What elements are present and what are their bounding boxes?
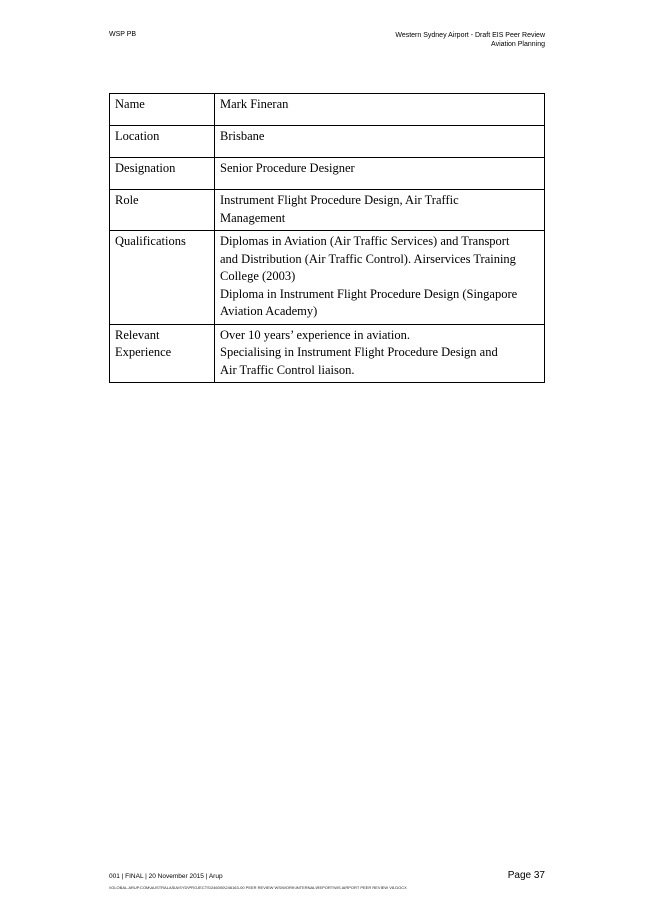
row-value: Senior Procedure Designer [215, 158, 545, 190]
row-label: Designation [110, 158, 215, 190]
row-value: Mark Fineran [215, 94, 545, 126]
table-row-relevant-experience [110, 324, 545, 383]
row-value: Brisbane [215, 126, 545, 158]
table-row-designation [110, 158, 545, 190]
header-document-title: Western Sydney Airport - Draft EIS Peer Review [395, 32, 545, 39]
table-row-name [110, 94, 545, 126]
personnel-table [109, 93, 545, 383]
row-value: Diplomas in Aviation (Air Traffic Services) and Transport and Distribution (Air Traffic Control). Airservices Training College (2003) Diploma in Instrument Flight Procedure Design (Singapore Aviation Academy) [215, 231, 545, 325]
row-value: Instrument Flight Procedure Design, Air Traffic Management [215, 190, 545, 231]
page-number: Page 37 [507, 870, 545, 881]
header-right [395, 31, 545, 49]
footer-file-path: \\GLOBAL.ARUP.COM\AUSTRALASIA\SYD\PROJECTS\246000\246163-00 PEER REVIEW WS\WORK\INTERNAL\REPORT\WS AIRPORT PEER REVIEW V8.DOCX [109, 885, 407, 890]
row-label: Location [110, 126, 215, 158]
table-row-role [110, 190, 545, 231]
header-left: WSP PB [109, 31, 137, 38]
table-row-location [110, 126, 545, 158]
row-label: Role [110, 190, 215, 231]
footer-issue-info: 001 | FINAL | 20 November 2015 | Arup [109, 873, 223, 880]
row-label: Name [110, 94, 215, 126]
table-row-qualifications [110, 231, 545, 325]
row-value: Over 10 years’ experience in aviation. Specialising in Instrument Flight Procedure Design and Air Traffic Control liaison. [215, 324, 545, 383]
row-label: Relevant Experience [110, 324, 215, 383]
row-label: Qualifications [110, 231, 215, 325]
header-section-title: Aviation Planning [491, 41, 545, 48]
